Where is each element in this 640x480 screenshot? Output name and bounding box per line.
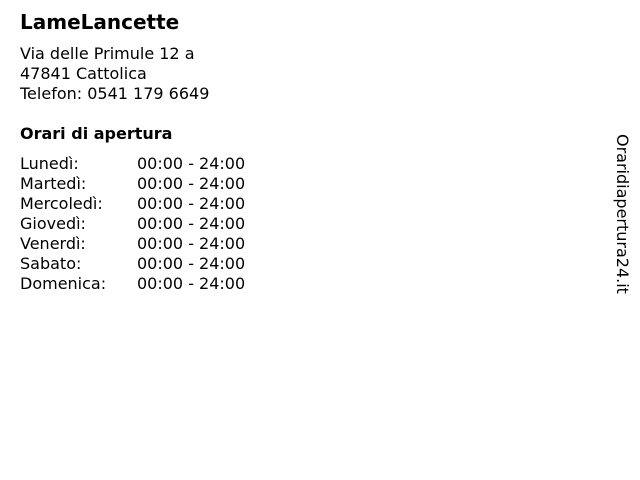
time-range: 00:00 - 24:00 xyxy=(137,154,246,173)
hours-row-wednesday xyxy=(20,194,245,214)
hours-row-thursday xyxy=(20,214,245,234)
day-label: Domenica: xyxy=(20,274,107,293)
time-range: 00:00 - 24:00 xyxy=(137,254,246,273)
site-watermark xyxy=(612,134,632,314)
hours-row-saturday xyxy=(20,254,245,274)
day-label: Lunedì: xyxy=(20,154,79,173)
address-city: 47841 Cattolica xyxy=(20,64,147,83)
time-range: 00:00 - 24:00 xyxy=(137,214,246,233)
address-street: Via delle Primule 12 a xyxy=(20,44,195,63)
address-block xyxy=(20,44,209,104)
phone-number: Telefon: 0541 179 6649 xyxy=(20,84,210,103)
day-label: Sabato: xyxy=(20,254,82,273)
hours-row-monday xyxy=(20,154,245,174)
time-range: 00:00 - 24:00 xyxy=(137,174,246,193)
hours-row-sunday xyxy=(20,274,245,294)
business-name: LameLancette xyxy=(20,10,180,34)
day-label: Venerdì: xyxy=(20,234,86,253)
time-range: 00:00 - 24:00 xyxy=(137,234,246,253)
day-label: Mercoledì: xyxy=(20,194,103,213)
hours-row-tuesday xyxy=(20,174,245,194)
opening-hours-heading: Orari di apertura xyxy=(20,124,173,143)
opening-hours-table xyxy=(20,154,245,294)
watermark-text: Oraridiapertura24.it xyxy=(613,134,632,294)
time-range: 00:00 - 24:00 xyxy=(137,274,246,293)
day-label: Martedì: xyxy=(20,174,87,193)
day-label: Giovedì: xyxy=(20,214,86,233)
hours-row-friday xyxy=(20,234,245,254)
time-range: 00:00 - 24:00 xyxy=(137,194,246,213)
